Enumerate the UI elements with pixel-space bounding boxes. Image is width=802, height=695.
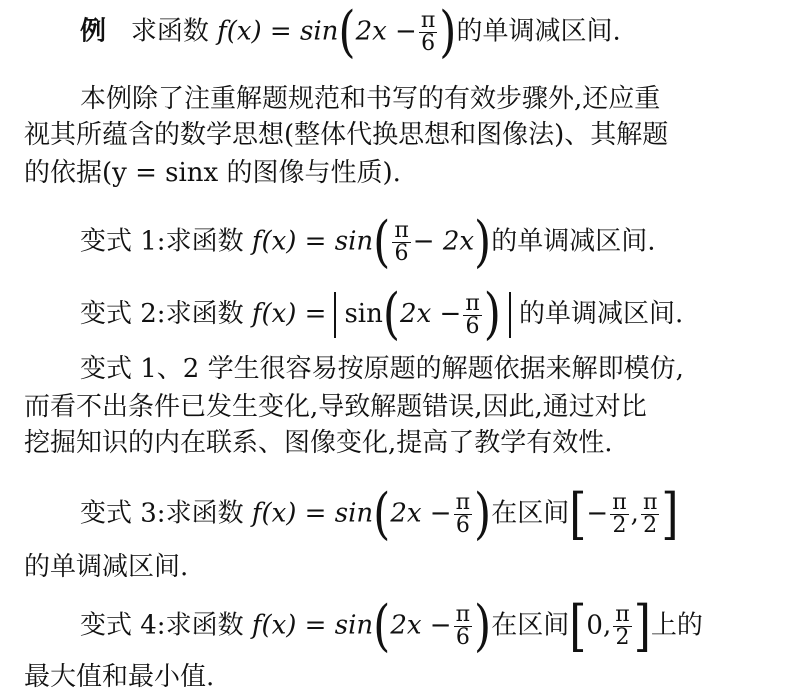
fraction xyxy=(419,10,437,55)
interval-zero: 0, xyxy=(586,610,612,641)
example-expr-left: 2x − xyxy=(355,16,417,47)
paragraph2-line-1: 变式 1、2 学生很容易按原题的解题依据来解即模仿, xyxy=(80,354,684,384)
example-suffix: 的单调减区间. xyxy=(456,16,621,47)
interval-minus: − xyxy=(586,498,609,529)
example-label: 例 xyxy=(80,16,107,47)
interval-numerator-1: π xyxy=(612,490,627,515)
variant-4-line-2: 最大值和最小值. xyxy=(24,662,215,692)
interval-denominator: 2 xyxy=(615,625,630,650)
variant-3-prefix: 变式 3:求函数 xyxy=(80,498,244,529)
fraction-denominator: 6 xyxy=(455,513,470,538)
variant-1-prefix: 变式 1:求函数 xyxy=(80,226,244,257)
variant-3-line xyxy=(0,482,802,546)
right-paren: ) xyxy=(483,282,501,347)
fraction-denominator: 6 xyxy=(394,241,409,266)
example-function: f(x) = sin xyxy=(217,16,339,47)
fraction-denominator: 6 xyxy=(455,625,470,650)
variant-1-expr-right: − 2x xyxy=(412,226,475,257)
interval-fraction-2 xyxy=(641,492,659,537)
fraction xyxy=(463,290,481,339)
interval-denominator-2: 2 xyxy=(643,513,658,538)
left-paren: ( xyxy=(382,282,401,347)
fraction-numerator: π xyxy=(455,602,471,627)
interval-fraction-1 xyxy=(610,492,628,537)
right-bracket: ] xyxy=(633,594,651,658)
variant-4-function: f(x) = sin xyxy=(251,610,374,641)
fraction xyxy=(392,220,410,265)
variant-2-line xyxy=(0,282,802,347)
example-line xyxy=(0,0,802,64)
variant-3-line-2: 的单调减区间. xyxy=(24,552,189,582)
variant-3-function: f(x) = sin xyxy=(251,498,374,529)
paragraph2-line-3: 挖掘知识的内在联系、图像变化,提高了教学有效性. xyxy=(24,428,613,458)
interval-denominator-1: 2 xyxy=(612,513,627,538)
fraction xyxy=(454,492,472,537)
right-bracket: ] xyxy=(661,482,679,546)
paragraph-line-3: 的依据(y = sinx 的图像与性质). xyxy=(24,158,401,188)
fraction xyxy=(454,604,472,649)
variant-1-line xyxy=(0,210,802,274)
variant-1-function: f(x) = sin xyxy=(251,226,374,257)
paragraph-line-1: 本例除了注重解题规范和书写的有效步骤外,还应重 xyxy=(80,84,661,114)
paragraph2-line-2: 而看不出条件已发生变化,导致解题错误,因此,通过对比 xyxy=(24,392,647,422)
variant-2-function: f(x) = xyxy=(251,299,327,329)
variant-4-expr-left: 2x − xyxy=(390,610,452,641)
right-paren: ) xyxy=(474,210,492,274)
fraction-numerator: π xyxy=(420,8,436,33)
fraction-denominator: 6 xyxy=(465,313,480,339)
left-bracket: [ xyxy=(569,482,587,546)
variant-3-expr-left: 2x − xyxy=(390,498,452,529)
fraction-numerator: π xyxy=(394,218,409,243)
left-paren: ( xyxy=(338,0,356,64)
variant-4-suffix: 上的 xyxy=(650,610,703,641)
interval-numerator: π xyxy=(615,602,630,627)
left-bracket: [ xyxy=(569,594,587,658)
left-paren: ( xyxy=(373,482,391,546)
fraction-numerator: π xyxy=(465,290,480,316)
left-paren: ( xyxy=(373,210,391,274)
variant-3-mid: 在区间 xyxy=(491,498,570,529)
variant-4-prefix: 变式 4:求函数 xyxy=(80,610,244,641)
right-paren: ) xyxy=(439,0,457,64)
abs-bar-left xyxy=(334,292,336,338)
example-prefix: 求函数 xyxy=(130,16,209,47)
fraction-numerator: π xyxy=(455,490,471,515)
paragraph-line-2: 视其所蕴含的数学思想(整体代换思想和图像法)、其解题 xyxy=(24,120,669,150)
variant-4-mid: 在区间 xyxy=(491,610,570,641)
left-paren: ( xyxy=(373,594,391,658)
variant-4-line xyxy=(0,594,802,658)
variant-2-suffix: 的单调减区间. xyxy=(518,299,684,329)
right-paren: ) xyxy=(474,594,492,658)
variant-2-sin: sin xyxy=(344,299,383,329)
interval-comma: , xyxy=(630,498,639,529)
variant-2-expr-left: 2x − xyxy=(400,299,462,329)
interval-fraction xyxy=(613,604,631,649)
variant-1-suffix: 的单调减区间. xyxy=(491,226,656,257)
fraction-denominator: 6 xyxy=(421,31,436,56)
right-paren: ) xyxy=(474,482,492,546)
variant-2-prefix: 变式 2:求函数 xyxy=(80,299,244,329)
interval-numerator-2: π xyxy=(642,490,658,515)
abs-bar-right xyxy=(509,292,511,338)
